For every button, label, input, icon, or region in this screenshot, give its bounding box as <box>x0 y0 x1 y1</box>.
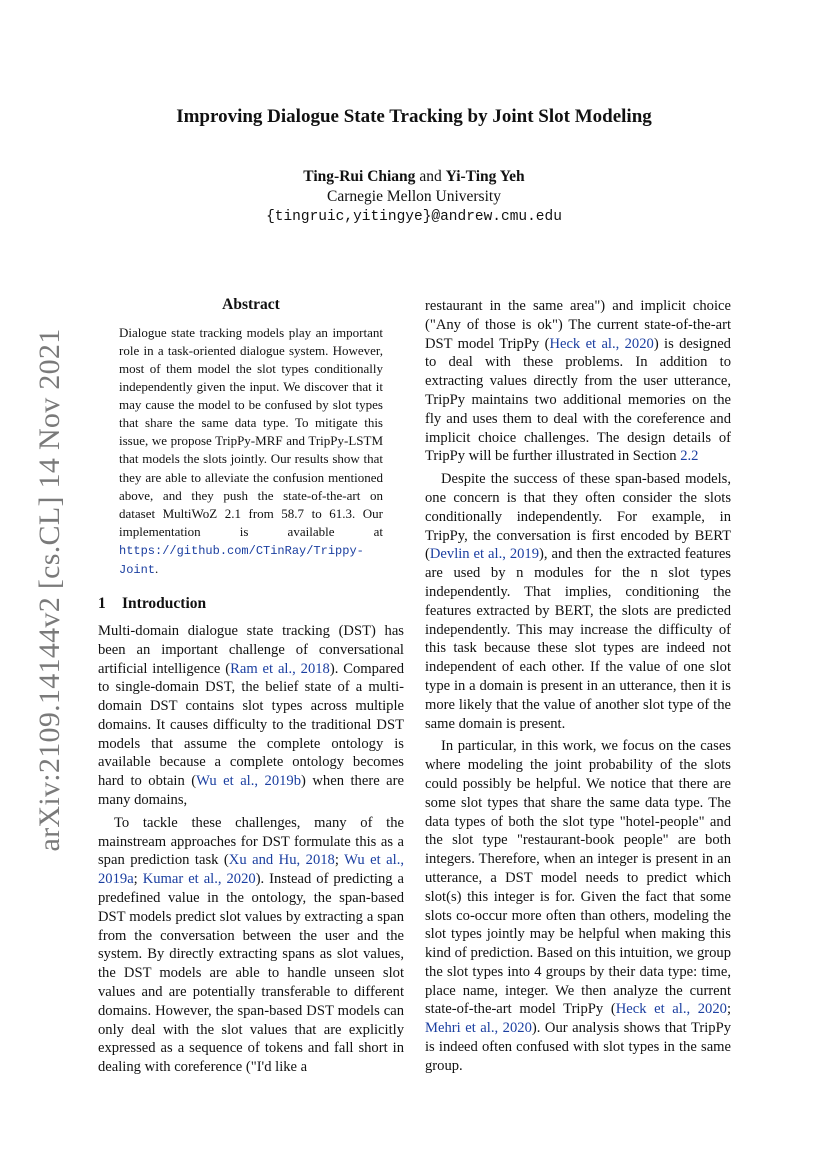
text-run: To tackle these challenges, many of the mainstream approaches for DST formulate this as a span prediction task ( <box>98 814 404 869</box>
abstract-heading: Abstract <box>222 296 280 313</box>
abstract-end: . <box>155 561 159 577</box>
citation-link[interactable]: Wu et al., 2019a <box>98 852 404 888</box>
text-run: ; <box>133 871 143 888</box>
section-reference-link[interactable]: 2.2 <box>680 448 699 465</box>
author-names <box>100 167 728 187</box>
abstract-body <box>119 324 383 579</box>
section-heading-introduction <box>98 595 404 614</box>
text-run: ) when there are many domains, <box>98 773 404 809</box>
right-column <box>425 297 731 1076</box>
left-column <box>98 296 404 1077</box>
code-link[interactable]: https://github.com/CTinRay/Trippy-Joint <box>119 543 364 578</box>
citation-link[interactable]: Xu and Hu, 2018 <box>228 852 335 869</box>
citation-link[interactable]: Ram et al., 2018 <box>230 660 330 677</box>
citation-link[interactable]: Kumar et al., 2020 <box>142 871 256 888</box>
intro-paragraph-2 <box>98 814 404 1077</box>
paper-title: Improving Dialogue State Tracking by Joint Slot Modeling <box>176 106 652 127</box>
text-run: ). Instead of predicting a predefined value in the ontology, the span-based DST models predict slot values by extracting a span from the conversation between the user and the system. By directly extracting spans as slot values, the DST models are able to handle unseen slot values and are potentially transferable to different domains. However, the span-based DST models can only deal with the slot values that are explicitly expressed as a sequence of tokens and fall short in dealing with coreference ("I'd like a <box>98 871 405 1076</box>
text-run: Despite the success of these span-based models, one concern is that they often consider the slots conditionally independently. For example, in TripPy, the conversation is first encoded by BERT ( <box>425 471 731 563</box>
author-2: Yi-Ting Yeh <box>445 168 525 185</box>
right-paragraph-3 <box>425 737 731 1075</box>
author-block <box>100 167 728 227</box>
text-run: ) is designed to deal with these problems. In addition to extracting values directly from the user utterance, TripPy maintains two additional memories on the fly and uses them to deal with the coreference and implicit choice challenges. The design details of TripPy will be further illustrated in Section <box>425 335 731 465</box>
section-number: 1 <box>98 595 106 613</box>
text-run: ), and then the extracted features are used by n modules for the n slot types independently. That implies, conditioning the features extracted by BERT, the slots are predicted independently. This may increase the difficulty of this task because these slot types are indeed not independent of each other. If the value of one slot type in a domain is present in an utterance, then it is more likely that the value of another slot type of the same domain is present. <box>425 546 731 732</box>
citation-link[interactable]: Heck et al., 2020 <box>549 335 654 352</box>
arxiv-identifier: arXiv:2109.14144v2 [cs.CL] 14 Nov 2021 <box>33 328 66 852</box>
author-conjunction: and <box>419 168 442 185</box>
author-email: {tingruic,yitingye}@andrew.cmu.edu <box>266 209 562 225</box>
citation-link[interactable]: Devlin et al., 2019 <box>429 546 540 563</box>
text-run: ; <box>726 1001 731 1018</box>
text-run: ; <box>334 852 345 869</box>
text-run: restaurant in the same area") and implicit choice ("Any of those is ok") The current state-of-the-art DST model TripPy ( <box>425 298 731 352</box>
right-paragraph-2 <box>425 470 731 733</box>
text-run: Multi-domain dialogue state tracking (DST) has been an important challenge of conversational artificial intelligence ( <box>98 622 404 677</box>
citation-link[interactable]: Wu et al., 2019b <box>196 773 302 790</box>
intro-paragraph-1 <box>98 622 404 810</box>
right-paragraph-1 <box>425 297 731 466</box>
text-run: In particular, in this work, we focus on the cases where modeling the joint probability of the slots could possibly be helpful. We notice that there are some slot types that share the same data type. The data types of both the slot type "hotel-people" and the slot type "restaurant-book people" are both integers. Therefore, when an integer is present in an utterance, a DST model needs to predict which slot(s) this integer is for. Given the fact that some slots co-occur more often than others, modeling the slot types jointly may be helpful when making this kind of prediction. Based on this intuition, we group the slot types into 4 groups by their data type: time, place name, integer. We then analyze the current state-of-the-art model TripPy ( <box>425 738 731 1018</box>
abstract-text: Dialogue state tracking models play an important role in a task-oriented dialogue system. However, most of them model the slot types conditionally independently given the input. We discover that it may cause the model to be confused by slot types that share the same data type. To mitigate this issue, we propose TripPy-MRF and TripPy-LSTM that models the slots jointly. Our results show that they are able to alleviate the confusion mentioned above, and they push the state-of-the-art on dataset MultiWoZ 2.1 from 58.7 to 61.3. Our implementation is available at <box>119 324 383 539</box>
author-1: Ting-Rui Chiang <box>303 168 416 185</box>
text-run: ). Our analysis shows that TripPy is indeed often confused with slot types in the same group. <box>425 1020 731 1074</box>
text-run: ). Compared to single-domain DST, the belief state of a multi-domain DST contains slot types across multiple domains. It causes difficulty to the traditional DST models that assume the complete ontology is available because a complete ontology becomes hard to obtain ( <box>98 660 405 790</box>
citation-link[interactable]: Heck et al., 2020 <box>615 1001 727 1018</box>
section-title: Introduction <box>122 595 207 613</box>
affiliation: Carnegie Mellon University <box>327 188 501 205</box>
citation-link[interactable]: Mehri et al., 2020 <box>425 1020 532 1037</box>
